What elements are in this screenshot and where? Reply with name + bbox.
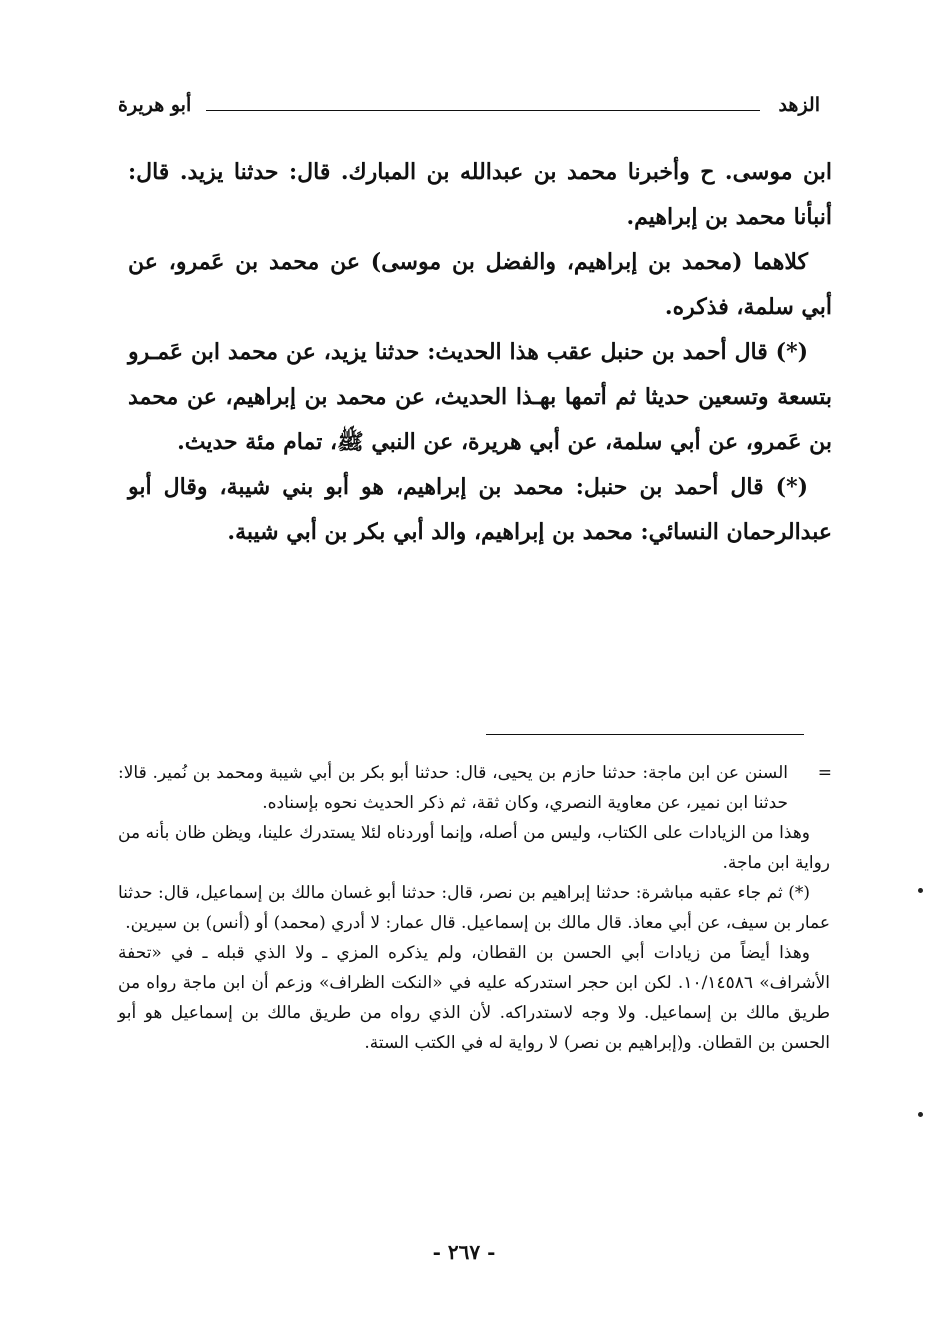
footnote-continuation-marker: =	[817, 763, 832, 783]
footnote-paragraph: وهذا من الزيادات على الكتاب، وليس من أصله، وإنما أوردناه لئلا يستدرك علينا، ويظن ظان بأنه من رواية ابن ماجة.	[118, 823, 830, 873]
footnote-paragraph: (*) ثم جاء عقبه مباشرة: حدثنا إبراهيم بن نصر، قال: حدثنا أبو غسان مالك بن إسماعيل، قال: حدثنا عمار بن سيف، عن أبي معاذ. قال مالك بن إسماعيل. قال عمار: لا أدري (محمد) أو (أنس) بن سيرين.	[118, 883, 830, 933]
main-paragraph: كلاهما (محمد بن إبراهيم، والفضل بن موسى) عن محمد بن عَمرو، عن أبي سلمة، فذكره.	[128, 249, 832, 320]
footnote-paragraph: السنن عن ابن ماجة: حدثنا حازم بن يحيى، قال: حدثنا أبو بكر بن أبي شيبة ومحمد بن نُمير. قالا: حدثنا ابن نمير، عن معاوية النصري، وكان ثقة، ثم ذكر الحديث نحوه بإسناده.	[118, 763, 788, 813]
footnotes	[118, 758, 830, 1058]
page-number: - ٢٦٧ -	[432, 1240, 496, 1264]
header-section-title: الزهد	[778, 94, 820, 116]
footnote-separator	[486, 734, 804, 735]
main-paragraph: (*) قال أحمد بن حنبل عقب هذا الحديث: حدثنا يزيد، عن محمد ابن عَمـرو بتسعة وتسعين حديثا ثم أتمها بهـذا الحديث، عن محمد بن إبراهيم، عن محمد بن عَمرو، عن أبي سلمة، عن أبي هريرة، عن النبي ﷺ، تمام مئة حديث.	[128, 339, 832, 455]
scan-speck	[918, 888, 923, 893]
header-rule	[206, 110, 760, 111]
running-header	[118, 94, 820, 124]
footnote-paragraph: وهذا أيضاً من زيادات أبي الحسن بن القطان، ولم يذكره المزي ـ ولا الذي قبله ـ في «تحفة الأشراف» ١٠/١٤٥٨٦. لكن ابن حجر استدركه عليه في «النكت الظراف» وزعم أن ابن ماجة رواه من طريق مالك بن إسماعيل. ولا وجه لاستدراكه. لأن الذي رواه من طريق مالك بن إسماعيل هو أبو الحسن بن القطان. و(إبراهيم بن نصر) لا رواية له في الكتب الستة.	[118, 943, 831, 1053]
main-paragraph: ابن موسى. ح وأخبرنا محمد بن عبدالله بن المبارك. قال: حدثنا يزيد. قال: أنبأنا محمد بن إبراهيم.	[128, 159, 832, 230]
main-paragraph: (*) قال أحمد بن حنبل: محمد بن إبراهيم، هو أبو بني شيبة، وقال أبو عبدالرحمان النسائي: محمد بن إبراهيم، والد أبي بكر بن أبي شيبة.	[128, 474, 832, 545]
header-chapter-title: أبو هريرة	[118, 94, 192, 116]
main-text	[128, 150, 832, 555]
scan-speck	[918, 1112, 923, 1117]
